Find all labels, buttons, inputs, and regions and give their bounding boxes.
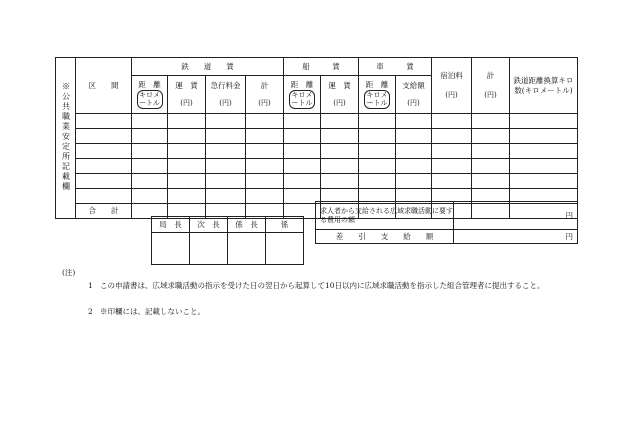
tetsudou-unchin-header: 運 賃 (円): [168, 76, 206, 114]
main-table: [55, 57, 578, 219]
net-payment-label: 差 引 支 給 額: [316, 230, 454, 244]
cost-table: [315, 201, 578, 244]
side-label: ※公共職業安定所記載欄: [61, 81, 71, 192]
net-payment-value[interactable]: 円: [454, 230, 578, 244]
note-1-text: この申請書は、広域求職活動の指示を受けた日の翌日から起算して10日以内に広域求職活動を指示した組合管理者に提出すること。: [100, 281, 545, 290]
tetsudou-kei-header: 計 (円): [246, 76, 284, 114]
notes-title: (注): [62, 268, 76, 277]
note-1-number: 1: [88, 281, 93, 290]
table-row: [56, 129, 578, 144]
sha-kyori-header: 距 離 キロメートル: [359, 76, 396, 114]
stamp-header-kyokucho: 局 長: [152, 217, 190, 233]
kukan-header: 区 間: [76, 58, 132, 114]
stamp-box[interactable]: [228, 233, 266, 265]
stamp-table: [151, 216, 304, 265]
sponsor-cost-value[interactable]: 円: [454, 202, 578, 230]
table-row: [56, 114, 578, 129]
tetsudou-group-header: 鉄 道 賃: [132, 58, 284, 76]
shukuhaku-header: 宿泊料 (円): [432, 58, 472, 114]
stamp-box[interactable]: [190, 233, 228, 265]
kansan-header: 鉄道距離換算キロ数(キロメートル): [510, 58, 578, 114]
tetsudou-kyori-header: 距 離 キロメートル: [132, 76, 168, 114]
table-row: [56, 159, 578, 174]
stamp-header-kakaricho: 係 長: [228, 217, 266, 233]
fune-group-header: 船 賃: [284, 58, 359, 76]
sponsor-cost-label: 求人者から支給される広域求職活動に要する費用の額: [316, 202, 454, 230]
tetsudou-kyuko-header: 急行料金 (円): [206, 76, 246, 114]
sha-shikyugaku-header: 支給額 (円): [396, 76, 432, 114]
table-row: [56, 174, 578, 189]
fune-kyori-header: 距 離 キロメートル: [284, 76, 321, 114]
fune-unchin-header: 運 賃 (円): [321, 76, 359, 114]
side-label-cell: [56, 58, 76, 219]
total-label: 合 計: [76, 204, 132, 219]
stamp-header-jicho: 次 長: [190, 217, 228, 233]
note-2-text: ※印欄には、記載しないこと。: [100, 307, 205, 316]
kei-main-header: 計 (円): [472, 58, 510, 114]
note-2-number: 2: [88, 307, 93, 316]
stamp-box[interactable]: [152, 233, 190, 265]
stamp-box[interactable]: [266, 233, 304, 265]
stamp-header-kakari: 係: [266, 217, 304, 233]
table-row: [56, 144, 578, 159]
sha-group-header: 車 賃: [359, 58, 432, 76]
